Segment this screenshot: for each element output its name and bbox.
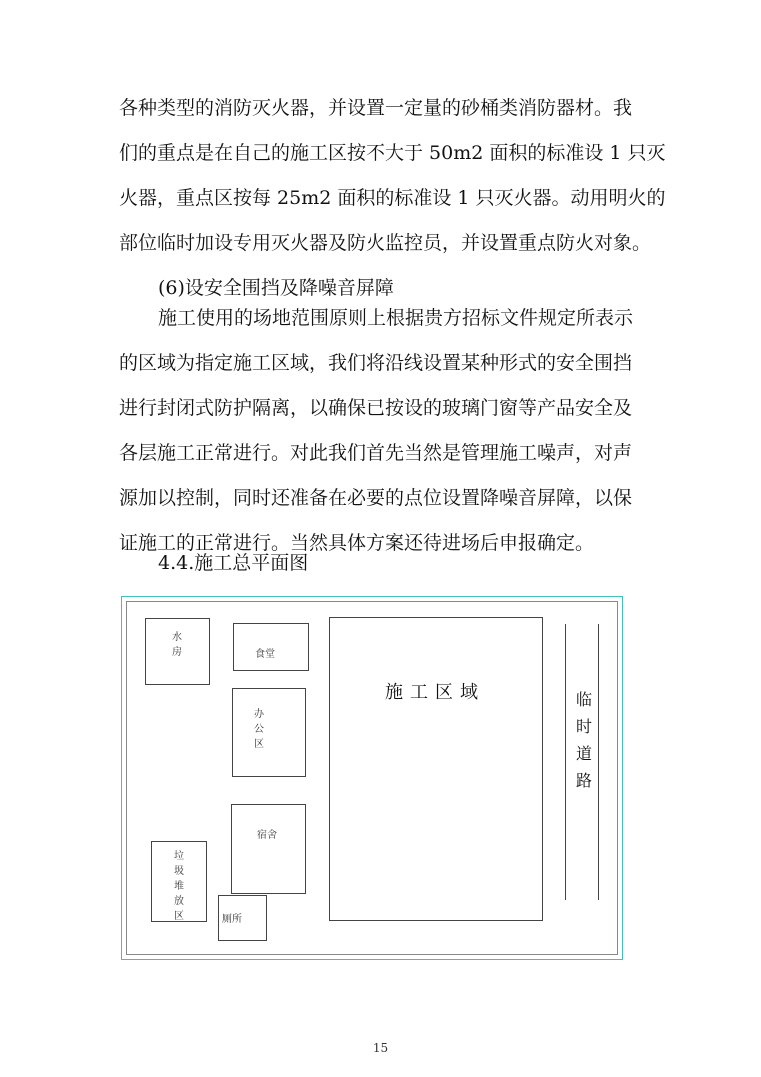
section-heading-fencing: (6)设安全围挡及降噪音屏障 [158,277,394,299]
text-line: 各种类型的消防灭火器，并设置一定量的砂桶类消防器材。我 [119,97,633,119]
water-room-label: 水 房 [172,632,182,658]
text-line: 火器，重点区按每 25m2 面积的标准设 1 只灭火器。动用明火的 [119,187,666,209]
construction-zone-label: 施工区域 [385,682,485,703]
temp-road-label: 临 时 道 路 [576,690,593,790]
section-heading-site-plan: 4.4.施工总平面图 [158,552,309,574]
page-number: 15 [372,1041,389,1055]
text-line: 们的重点是在自己的施工区按不大于 50m2 面积的标准设 1 只灭 [119,142,666,164]
road-line-left [565,624,566,900]
road-line-right [598,624,599,900]
text-line: 证施工的正常进行。当然具体方案还待进场后申报确定。 [119,532,595,554]
text-line: 源加以控制，同时还准备在必要的点位设置降噪音屏障，以保 [119,487,633,509]
text-line: 的区域为指定施工区域，我们将沿线设置某种形式的安全围挡 [119,352,633,374]
dormitory-box [231,804,306,894]
text-line: 进行封闭式防护隔离，以确保已按设的玻璃门窗等产品安全及 [119,397,633,419]
toilet-label: 厕所 [222,914,242,925]
paragraph-fire-safety [119,86,666,266]
text-line: 部位临时加设专用灭火器及防火监控员，并设置重点防火对象。 [119,232,652,254]
dormitory-label: 宿舍 [257,830,277,841]
text-line: 各层施工正常进行。对此我们首先当然是管理施工噪声，对声 [119,442,633,464]
construction-zone-box [329,617,543,921]
office-box [232,688,306,777]
canteen-label: 食堂 [255,649,275,660]
garbage-area-label: 垃 圾 堆 放 区 [174,851,184,922]
text-line: 施工使用的场地范围原则上根据贵方招标文件规定所表示 [158,307,634,329]
paragraph-fencing [119,296,649,566]
office-label: 办 公 区 [254,709,264,750]
